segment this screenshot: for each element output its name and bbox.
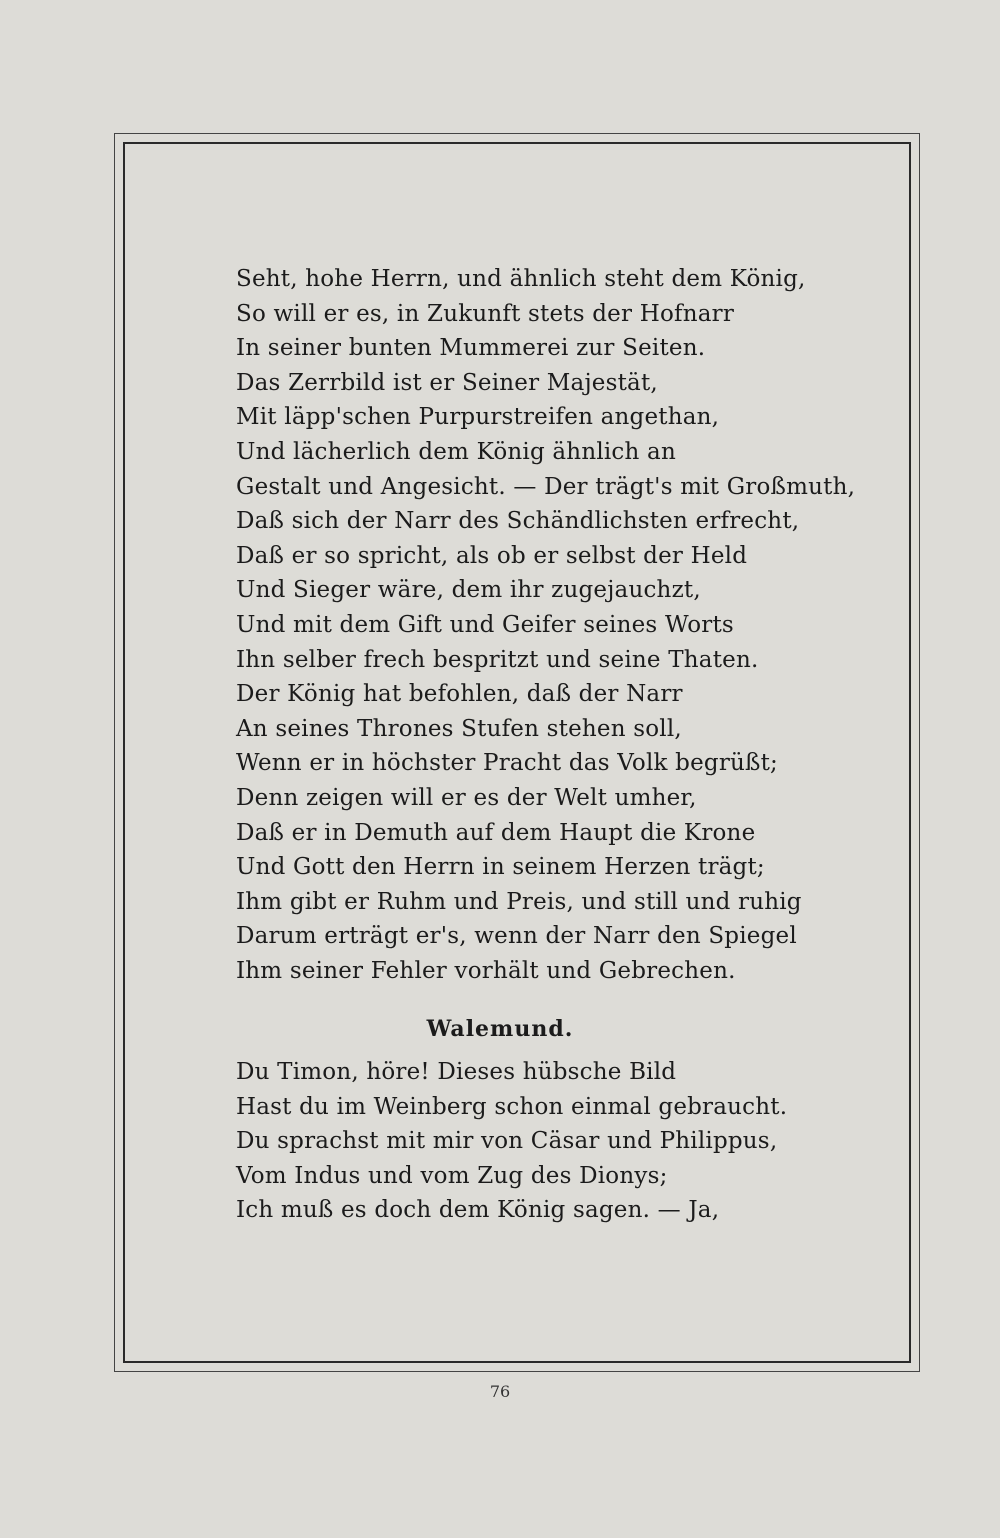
verse-line: Hast du im Weinberg schon einmal gebraucht. [236,1093,788,1120]
verse-line: Und mit dem Gift und Geifer seines Worts [236,611,734,638]
verse-line: Das Zerrbild ist er Seiner Majestät, [236,369,658,396]
verse-line: Denn zeigen will er es der Welt umher, [236,784,697,811]
verse-line: Mit läpp'schen Purpurstreifen angethan, [236,404,720,431]
verse-line: An seines Thrones Stufen stehen soll, [236,715,682,742]
verse-line: Ihn selber frech bespritzt und seine Thaten. [236,646,759,673]
verse-line: Daß er in Demuth auf dem Haupt die Krone [236,819,756,846]
verse-line: Du Timon, höre! Dieses hübsche Bild [236,1059,677,1085]
verse-line: Der König hat befohlen, daß der Narr [236,681,683,708]
verse-line: Ihm seiner Fehler vorhält und Gebrechen. [236,957,736,984]
verse-line: Vom Indus und vom Zug des Dionys; [236,1162,668,1189]
verse-line: So will er es, in Zukunft stets der Hofnarr [236,300,735,327]
page-number: 76 [489,1382,511,1401]
verse-block-1 [236,262,856,988]
verse-line: Ich muß es doch dem König sagen. — Ja, [236,1197,720,1224]
verse-line: Wenn er in höchster Pracht das Volk begrüßt; [236,750,778,777]
verse-line: In seiner bunten Mummerei zur Seiten. [236,335,706,362]
verse-block-2 [236,1055,836,1228]
verse-line: Seht, hohe Herrn, und ähnlich steht dem König, [236,266,806,292]
verse-line: Du sprachst mit mir von Cäsar und Philippus, [236,1128,778,1155]
verse-line: Und lächerlich dem König ähnlich an [236,438,676,465]
verse-line: Und Gott den Herrn in seinem Herzen trägt; [236,854,765,881]
speaker-name: Walemund. [426,1016,574,1042]
verse-line: Ihm gibt er Ruhm und Preis, und still und ruhig [236,888,802,915]
verse-line: Gestalt und Angesicht. — Der trägt's mit Großmuth, [236,473,856,500]
verse-line: Darum erträgt er's, wenn der Narr den Spiegel [236,923,797,950]
verse-line: Daß sich der Narr des Schändlichsten erfrecht, [236,508,800,535]
verse-line: Und Sieger wäre, dem ihr zugejauchzt, [236,577,701,604]
verse-line: Daß er so spricht, als ob er selbst der Held [236,542,748,569]
